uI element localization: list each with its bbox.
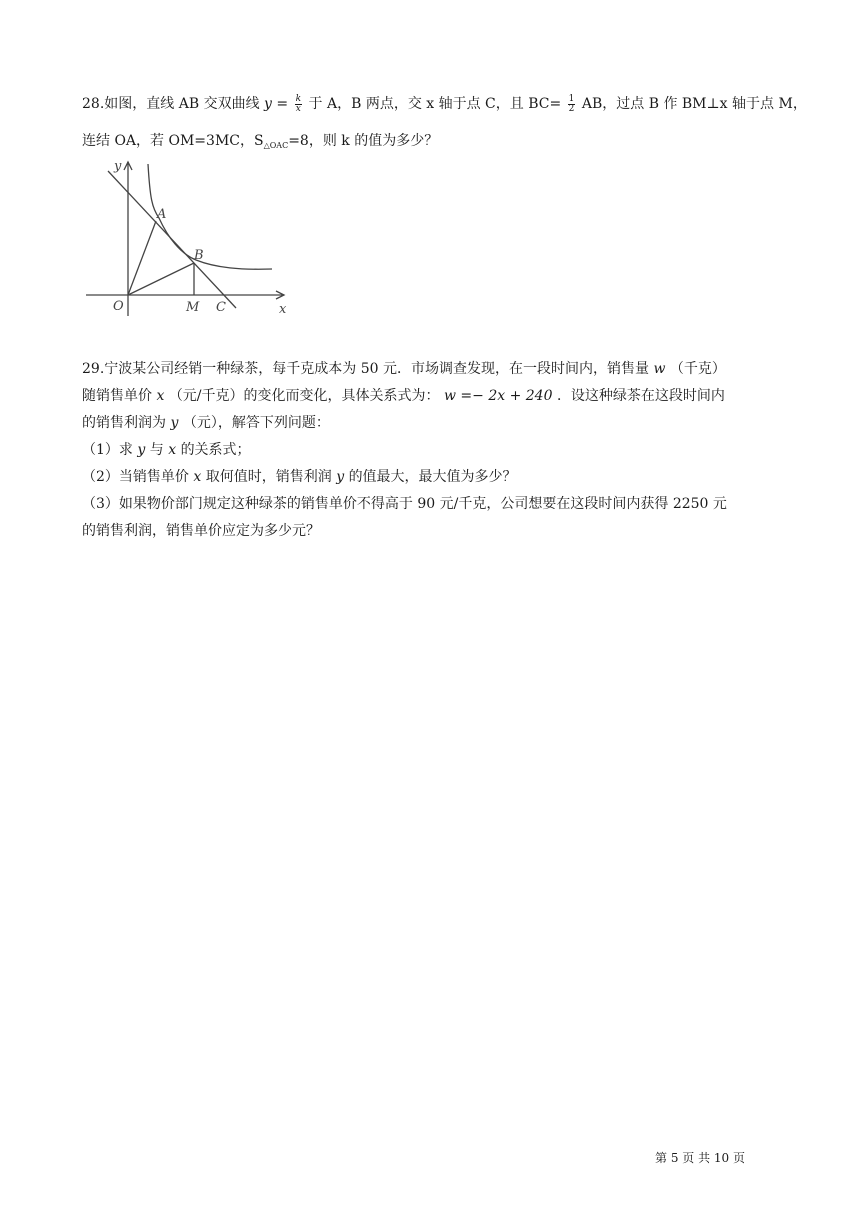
q29-text-c: （千克） xyxy=(669,361,726,377)
q28-line-1 xyxy=(82,94,807,114)
q29-formula: w =− 2x + 240 xyxy=(443,388,553,404)
q28-frac-x: x xyxy=(295,103,301,114)
q28-text-a: 28.如图，直线 AB 交双曲线 xyxy=(82,96,260,112)
q29-text-f: ．设这种绿茶在这段时间内 xyxy=(556,388,725,404)
page-number: 第 5 页 共 10 页 xyxy=(655,1151,745,1165)
q29-p1-c: 的关系式； xyxy=(180,442,251,458)
q29-p2-x: x xyxy=(193,469,202,485)
line-ab xyxy=(108,171,236,308)
q29-p3-c: 元 xyxy=(712,496,727,512)
q29-p1-b: 与 xyxy=(149,442,164,458)
label-m: M xyxy=(186,300,200,315)
q28-half-den: 2 xyxy=(568,103,575,114)
q29-line-2 xyxy=(82,386,725,406)
label-x: x xyxy=(279,302,287,317)
q29-p3-a: （3）如果物价部门规定这种绿茶的销售单价不得高于 xyxy=(82,496,413,512)
q29-p3-d: 的销售利润，销售单价应定为多少元？ xyxy=(82,523,320,539)
q28-line-2 xyxy=(82,131,438,156)
hyperbola-curve xyxy=(148,164,272,269)
q28-fraction-half xyxy=(568,95,576,114)
q29-p3-profit: 2250 xyxy=(672,496,709,512)
q28-var-y: y xyxy=(264,96,272,112)
q28-equals: = xyxy=(276,96,289,112)
q29-p2-c: 的值最大，最大值为多少？ xyxy=(348,469,517,485)
q28-subscript: △OAC xyxy=(263,141,289,150)
q28-fraction-k-over-x xyxy=(295,95,302,114)
q29-part-2 xyxy=(82,467,517,487)
q28-frac-k: k xyxy=(295,93,302,104)
q29-p3-b: 元/千克，公司想要在这段时间内获得 xyxy=(439,496,669,512)
q29-part-1 xyxy=(82,440,251,460)
q28-text-e: =8，则 k 的值为多少？ xyxy=(288,133,439,149)
q29-text-h: （元），解答下列问题： xyxy=(182,415,330,431)
q29-text-e: （元/千克）的变化而变化，具体关系式为： xyxy=(168,388,440,404)
q28-text-b: 于 A，B 两点，交 x 轴于点 C，且 BC= xyxy=(308,96,562,112)
q29-p2-a: （2）当销售单价 xyxy=(82,469,189,485)
q28-text-c: AB，过点 B 作 BM⊥x 轴于点 M， xyxy=(581,96,807,112)
q29-var-y: y xyxy=(170,415,179,431)
q29-text-g: 的销售利润为 xyxy=(82,415,166,431)
q29-p1-a: （1）求 xyxy=(82,442,133,458)
q29-text-b: 元．市场调查发现，在一段时间内，销售量 xyxy=(383,361,649,377)
q29-var-x: x xyxy=(156,388,165,404)
q28-text-d: 连结 OA，若 OM=3MC，S xyxy=(82,133,264,149)
label-c: C xyxy=(216,300,226,315)
q29-part-3 xyxy=(82,494,727,514)
q29-text-d: 随销售单价 xyxy=(82,388,152,404)
q29-text-a: 29.宁波某公司经销一种绿茶，每千克成本为 xyxy=(82,361,357,377)
q29-p2-b: 取何值时，销售利润 xyxy=(205,469,332,485)
label-b: B xyxy=(194,248,204,263)
q28-half-num: 1 xyxy=(568,93,575,104)
q29-line-3 xyxy=(82,413,330,433)
label-o: O xyxy=(113,299,124,314)
label-a: A xyxy=(157,207,167,222)
q29-var-w: w xyxy=(653,361,666,377)
q29-p1-y: y xyxy=(137,442,146,458)
q29-p3-limit: 90 xyxy=(417,496,436,512)
label-y: y xyxy=(114,159,122,174)
q29-p1-x: x xyxy=(168,442,177,458)
q29-p2-y: y xyxy=(336,469,345,485)
q28-figure xyxy=(86,158,296,318)
q29-cost: 50 xyxy=(360,361,379,377)
q29-part-3-line-2 xyxy=(82,521,320,541)
q29-line-1 xyxy=(82,359,726,379)
